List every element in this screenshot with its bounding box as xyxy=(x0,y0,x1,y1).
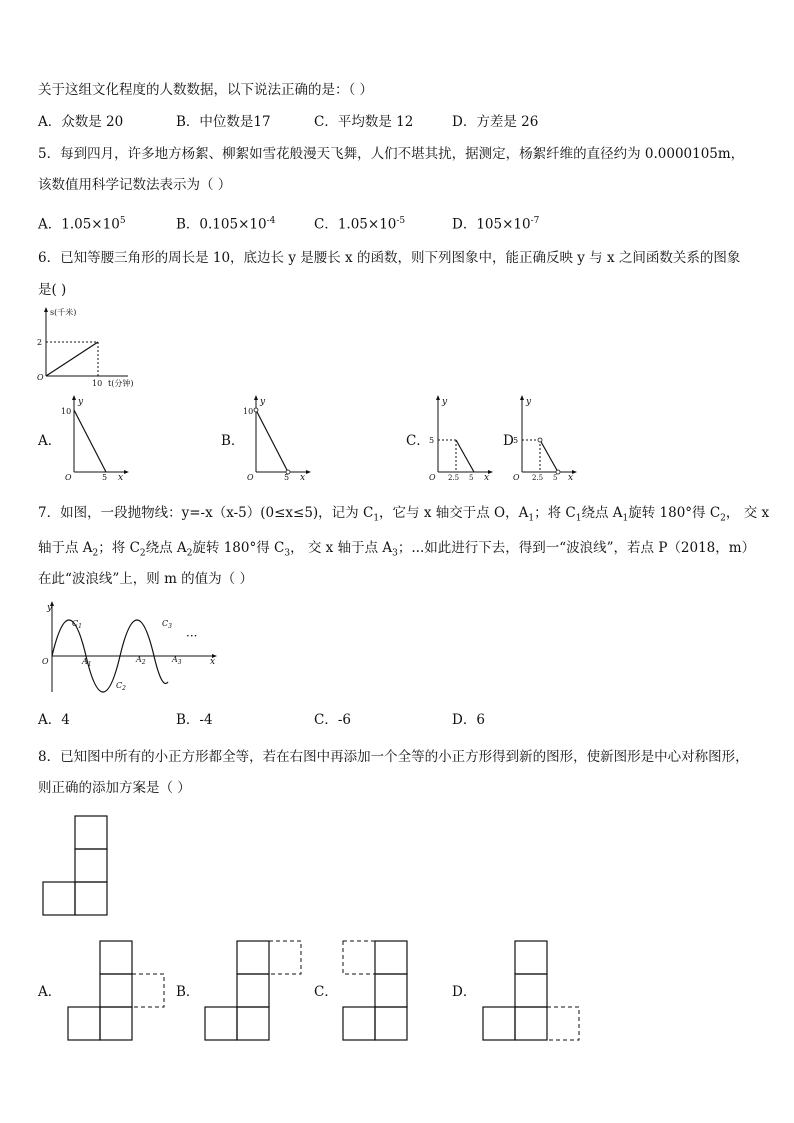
q4-option-a[interactable]: A．众数是 20 xyxy=(38,114,124,130)
q7-c3: $C_3$ xyxy=(162,619,172,630)
q7-c1: $C_1$ xyxy=(72,619,82,630)
q7-origin: O xyxy=(42,657,49,666)
q5-stem-line2: 该数值用科学记数法表示为（ ） xyxy=(38,177,232,193)
q4-option-b[interactable]: B．中位数是17 xyxy=(176,114,271,130)
ga-y-tick: 10 xyxy=(61,407,72,416)
ga-x-tick: 5 xyxy=(102,473,108,482)
gc-y: y xyxy=(442,397,448,407)
gc-origin: O xyxy=(429,473,436,482)
q8-shape-b[interactable] xyxy=(202,940,306,1044)
q4-option-c[interactable]: C．平均数是 12 xyxy=(314,114,414,130)
q8-shape-d[interactable] xyxy=(480,940,584,1044)
gc-x: x xyxy=(484,473,490,483)
ref-x-tick: 10 xyxy=(92,379,103,388)
q7-option-d[interactable]: D．6 xyxy=(452,712,485,728)
q7-dots: ··· xyxy=(186,629,198,643)
q8-label-d[interactable]: D． xyxy=(452,984,477,1000)
gc-y-tick: 5 xyxy=(429,436,435,445)
q5-stem-line1: 5．每到四月，许多地方杨絮、柳絮如雪花般漫天飞舞，人们不堪其扰，据测定，杨絮纤维的直径约为 0.0000105m， xyxy=(38,146,745,162)
q7-a1: $A_1$ xyxy=(82,657,92,668)
q6-reference-graph xyxy=(36,306,146,388)
ref-xlabel: t(分钟) xyxy=(108,379,134,388)
q7-option-b[interactable]: B．-4 xyxy=(176,712,213,728)
gd-y: y xyxy=(526,397,532,407)
gb-y: y xyxy=(260,397,266,407)
q5-option-c[interactable]: C．$1.05\times 10^{-5}$ xyxy=(314,216,406,233)
q8-reference-shape xyxy=(40,815,110,917)
ga-y: y xyxy=(78,397,84,407)
q6-graph-b[interactable] xyxy=(242,394,312,482)
q7-option-a[interactable]: A．4 xyxy=(38,712,70,728)
q4-option-d[interactable]: D．方差是 26 xyxy=(452,114,539,130)
q5-option-a[interactable]: A．$1.05\times 10^5$ xyxy=(38,216,126,233)
q6-graph-d[interactable] xyxy=(508,394,580,482)
gd-x: x xyxy=(568,473,574,483)
ref-ylabel: s(千米) xyxy=(50,308,77,317)
q7-stem-line2: 轴于点 $A_2$；将 $C_2$绕点 $A_2$旋转 180°得 $C_3$， 交 x 轴于点 $A_3$；...如此进行下去，得到一“波浪线”，若点 P（2018，m） xyxy=(38,540,756,559)
q8-stem-line1: 8．已知图中所有的小正方形都全等，若在右图中再添加一个全等的小正方形得到新的图形，使新图形是中心对称图形， xyxy=(38,749,749,765)
q8-label-a[interactable]: A． xyxy=(38,984,62,1000)
q7-a2: $A_2$ xyxy=(136,655,146,666)
q5-option-b[interactable]: B．$0.105\times 10^{-4}$ xyxy=(176,216,276,233)
gb-x-tick: 5 xyxy=(284,473,290,482)
gd-y-tick: 5 xyxy=(513,436,519,445)
q7-option-c[interactable]: C．-6 xyxy=(314,712,351,728)
q6-label-b[interactable]: B． xyxy=(221,433,245,449)
q7-wave-graph xyxy=(38,600,220,696)
gd-x-tick2: 5 xyxy=(553,474,558,482)
q6-graph-c[interactable] xyxy=(424,394,496,482)
ga-x: x xyxy=(118,473,124,483)
q7-y: y xyxy=(47,603,53,613)
ga-origin: O xyxy=(65,473,72,482)
q6-label-c[interactable]: C． xyxy=(406,433,430,449)
q7-x: x xyxy=(210,657,216,667)
q5-option-d[interactable]: D．$105\times 10^{-7}$ xyxy=(452,216,540,233)
q6-label-d[interactable]: D xyxy=(503,433,514,449)
gb-y-tick: 10 xyxy=(243,407,254,416)
gc-x-tick1: 2.5 xyxy=(448,474,460,482)
q7-a3: $A_3$ xyxy=(172,655,182,666)
q7-stem-line1: 7．如图，一段抛物线：y=-x（x-5）(0≤x≤5)，记为 $C_1$，它与 x 轴交于点 O，$A_1$；将 $C_1$绕点 $A_1$旋转 180°得 $C_2$， 交 x xyxy=(38,505,770,524)
gb-x: x xyxy=(300,473,306,483)
q8-label-c[interactable]: C． xyxy=(314,984,338,1000)
q8-label-b[interactable]: B． xyxy=(176,984,200,1000)
q6-stem-line1: 6．已知等腰三角形的周长是 10，底边长 y 是腰长 x 的函数，则下列图象中，能正确反映 y 与 x 之间函数关系的图象 xyxy=(38,250,741,266)
ref-origin: O xyxy=(37,373,44,382)
q7-stem-line3: 在此“波浪线”上，则 m 的值为（ ） xyxy=(38,571,253,587)
q8-shape-a[interactable] xyxy=(65,940,169,1044)
q6-stem-line2: 是( ) xyxy=(38,282,67,298)
q6-label-a[interactable]: A． xyxy=(38,433,62,449)
q4-stem: 关于这组文化程度的人数数据，以下说法正确的是：（ ） xyxy=(38,82,374,98)
q6-graph-a[interactable] xyxy=(60,394,130,482)
q8-stem-line2: 则正确的添加方案是（ ） xyxy=(38,780,191,796)
q8-shape-c[interactable] xyxy=(340,940,444,1044)
gd-x-tick1: 2.5 xyxy=(532,474,544,482)
q7-c2: $C_2$ xyxy=(116,681,126,692)
gb-origin: O xyxy=(247,473,254,482)
gd-origin: O xyxy=(513,473,520,482)
gc-x-tick2: 5 xyxy=(469,474,474,482)
ref-y-tick: 2 xyxy=(37,338,43,347)
